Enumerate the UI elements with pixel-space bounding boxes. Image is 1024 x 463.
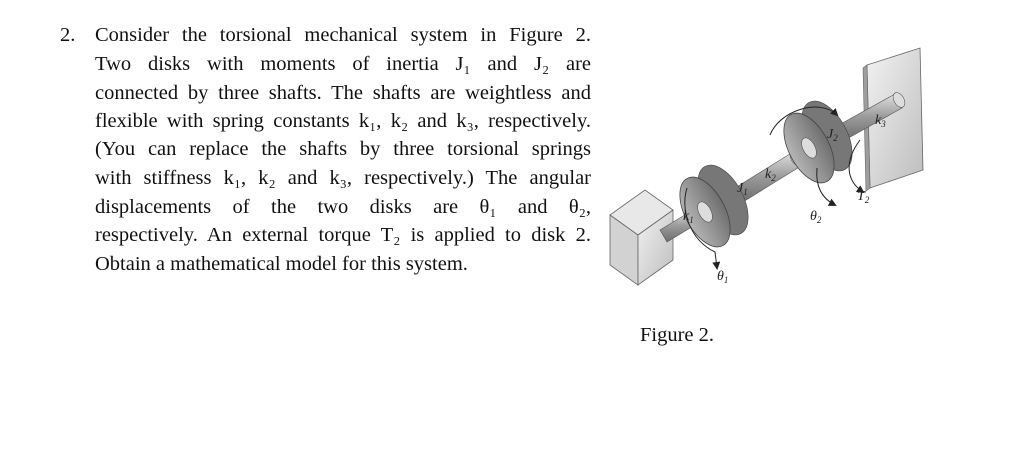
label-theta2: $\theta_2$ xyxy=(810,209,822,225)
problem-line-7: displacements of the two disks are θ₁ and θ₂, xyxy=(95,196,591,218)
problem-line-2: Two disks with moments of inertia J₁ and J₂ are xyxy=(95,53,591,75)
problem-line-3: connected by three shafts. The shafts are weightless and xyxy=(95,82,591,104)
label-theta1: $\theta_1$ xyxy=(717,269,729,285)
disk-2 xyxy=(774,93,863,191)
disk-1 xyxy=(670,157,759,255)
left-wall xyxy=(610,190,673,285)
label-k1: $k_1$ xyxy=(683,209,694,225)
figure-caption: Figure 2. xyxy=(640,324,715,346)
label-J1: $J_1$ xyxy=(737,181,748,197)
problem-line-1: Consider the torsional mechanical system in Figure 2. xyxy=(95,24,591,46)
problem-line-6: with stiffness k₁, k₂ and k₃, respectively.) The angular xyxy=(95,167,591,189)
problem-number: 2. xyxy=(60,24,76,46)
label-k3: $k_3$ xyxy=(875,113,886,129)
problem-line-4: flexible with spring constants k₁, k₂ and k₃, respectively. xyxy=(95,110,591,132)
label-k2: $k_2$ xyxy=(765,167,776,183)
torsional-system-figure xyxy=(605,40,935,300)
problem-line-8: respectively. An external torque T₂ is applied to disk 2. xyxy=(95,224,591,246)
label-J2: $J_2$ xyxy=(827,127,838,143)
problem-line-5: (You can replace the shafts by three torsional springs xyxy=(95,138,591,160)
problem-line-9: Obtain a mathematical model for this system. xyxy=(95,253,468,275)
label-T2: $T_2$ xyxy=(857,189,870,205)
